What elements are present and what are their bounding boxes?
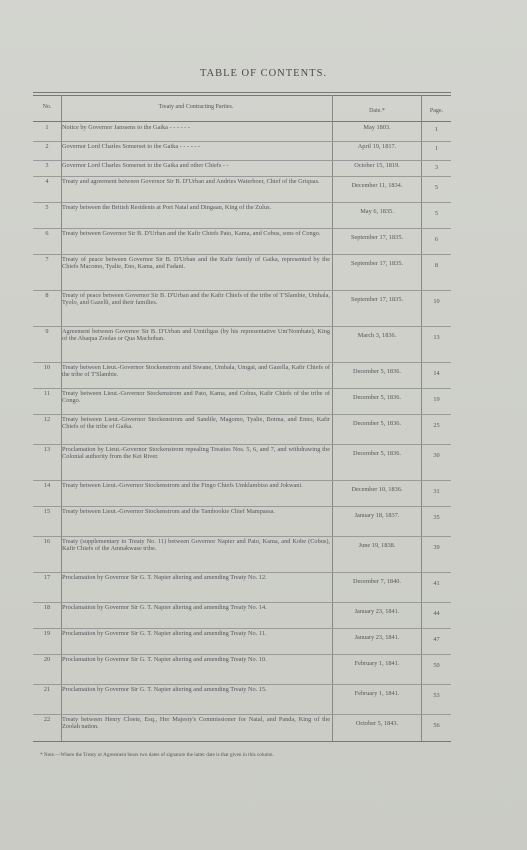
footnote: * Note.—Where the Treaty or Agreement bears two dates of signature the latter date is that given in this column.	[40, 752, 274, 758]
row-separator	[33, 414, 451, 415]
row-separator	[33, 326, 451, 327]
row-page: 5	[434, 184, 439, 191]
row-page: 19	[433, 396, 440, 403]
row-separator	[33, 141, 451, 142]
header-date: Date.*	[369, 108, 385, 114]
row-separator	[33, 628, 451, 629]
row-page: 39	[433, 544, 440, 551]
row-parties: Treaty (supplementary to Treaty No. 11) between Governor Napier and Pato, Kama, and Kobe (Cobus), Kafir Chiefs of the Amnakwase tribe.	[62, 538, 330, 553]
row-number: 12	[43, 416, 51, 423]
row-parties: Notice by Governor Janssens to the Gaika - - - - - -	[62, 124, 190, 131]
row-page: 5	[434, 210, 439, 217]
row-parties: Proclamation by Governor Sir G. T. Napier altering and amending Treaty No. 14.	[62, 604, 267, 611]
row-separator	[33, 444, 451, 445]
row-date: October 5, 1843.	[355, 720, 399, 727]
row-parties: Proclamation by Lieut.-Governor Stockenstrom repealing Treaties Nos. 5, 6, and 7, and withdrawing the Colonial authority from the Kei River.	[62, 446, 330, 461]
row-number: 17	[43, 574, 51, 581]
row-separator	[33, 176, 451, 177]
row-date: March 3, 1836.	[357, 332, 397, 339]
row-number: 11	[43, 390, 51, 397]
row-page: 35	[433, 514, 440, 521]
row-page: 47	[433, 636, 440, 643]
row-page: 31	[433, 488, 440, 495]
row-separator	[33, 506, 451, 507]
row-separator	[33, 480, 451, 481]
row-parties: Treaty and agreement between Governor Sir B. D'Urban and Andries Waterboer, Chief of the Griquas.	[62, 178, 320, 185]
row-number: 2	[45, 143, 49, 150]
row-number: 10	[43, 364, 51, 371]
row-number: 16	[43, 538, 51, 545]
row-page: 6	[434, 236, 439, 243]
row-page: 25	[433, 422, 440, 429]
row-page: 41	[433, 580, 440, 587]
row-separator	[33, 572, 451, 573]
row-date: May 1803.	[363, 124, 391, 131]
row-separator	[33, 228, 451, 229]
row-separator	[33, 290, 451, 291]
row-number: 6	[45, 230, 49, 237]
page-title: TABLE OF CONTENTS.	[199, 68, 328, 79]
row-date: May 6, 1835.	[360, 208, 394, 215]
row-number: 19	[43, 630, 51, 637]
row-page: 1	[434, 126, 439, 133]
row-parties: Treaty of peace between Governor Sir B. D'Urban and the Kafir family of Gaika, represented by the Chiefs Macomo, Tyalie, Eno, Kama, and Fadani.	[62, 256, 330, 271]
row-number: 14	[43, 482, 51, 489]
row-page: 56	[433, 722, 440, 729]
row-parties: Treaty of peace between Governor Sir B. D'Urban and the Kafir Chiefs of the tribe of T'Slambie, Umhala, Tyolo, and Gazelli, and their families.	[62, 292, 330, 307]
row-date: September 17, 1835.	[350, 234, 404, 241]
row-number: 7	[45, 256, 49, 263]
row-page: 14	[433, 370, 440, 377]
header-bottom-rule	[33, 121, 451, 122]
row-date: December 5, 1836.	[353, 420, 401, 427]
row-separator	[33, 362, 451, 363]
row-parties: Treaty between the British Residents at Port Natal and Dingaan, King of the Zulus.	[62, 204, 272, 211]
row-separator	[33, 202, 451, 203]
row-date: December 5, 1836.	[353, 368, 401, 375]
row-date: June 19, 1838.	[358, 542, 396, 549]
row-parties: Governor Lord Charles Somerset to the Gaika and other Chiefs - -	[62, 162, 229, 169]
row-number: 21	[43, 686, 51, 693]
row-parties: Treaty between Governor Sir B. D'Urban and the Kafir Chiefs Pato, Kama, and Cobus, sons of Congo.	[62, 230, 321, 237]
row-number: 18	[43, 604, 51, 611]
row-date: December 5, 1836.	[353, 394, 401, 401]
row-page: 8	[434, 262, 439, 269]
row-number: 1	[45, 124, 49, 131]
row-number: 20	[43, 656, 51, 663]
row-number: 13	[43, 446, 51, 453]
row-page: 53	[433, 692, 440, 699]
row-date: October 15, 1819.	[354, 162, 400, 169]
row-page: 1	[434, 145, 439, 152]
row-number: 3	[45, 162, 49, 169]
row-date: September 17, 1835.	[350, 260, 404, 267]
row-date: December 7, 1840.	[353, 578, 401, 585]
row-number: 15	[43, 508, 51, 515]
column-divider-parties	[332, 95, 333, 741]
header-no: No.	[42, 104, 52, 110]
row-page: 50	[433, 662, 440, 669]
row-separator	[33, 388, 451, 389]
row-separator	[33, 684, 451, 685]
row-date: January 18, 1837.	[354, 512, 400, 519]
row-page: 44	[433, 610, 440, 617]
row-page: 3	[434, 164, 439, 171]
row-parties: Agreement between Governor Sir B. D'Urban and Umtiligas (by his representative Um'Nombate), King of the Abaqua Zoolas or Qua Machoban.	[62, 328, 330, 343]
row-separator	[33, 160, 451, 161]
row-parties: Proclamation by Governor Sir G. T. Napier altering and amending Treaty No. 12.	[62, 574, 267, 581]
row-date: February 1, 1841.	[354, 660, 400, 667]
row-number: 8	[45, 292, 49, 299]
row-separator	[33, 602, 451, 603]
row-parties: Treaty between Lieut.-Governor Stockenstrom and Pato, Kama, and Cobus, Kafir Chiefs of the tribe of Congo.	[62, 390, 330, 405]
row-page: 30	[433, 452, 440, 459]
header-parties: Treaty and Contracting Parties.	[158, 104, 234, 110]
header-page: Page.	[429, 108, 444, 114]
row-date: December 11, 1834.	[351, 182, 403, 189]
row-number: 22	[43, 716, 51, 723]
table-top-rule	[33, 92, 451, 93]
row-parties: Proclamation by Governor Sir G. T. Napier altering and amending Treaty No. 15.	[62, 686, 267, 693]
table-top-rule-inner	[33, 95, 451, 96]
row-date: February 1, 1841.	[354, 690, 400, 697]
table-bottom-rule	[33, 741, 451, 742]
row-number: 5	[45, 204, 49, 211]
row-parties: Proclamation by Governor Sir G. T. Napier altering and amending Treaty No. 10.	[62, 656, 267, 663]
row-date: December 5, 1836.	[353, 450, 401, 457]
row-date: January 23, 1841.	[354, 634, 400, 641]
row-parties: Proclamation by Governor Sir G. T. Napier altering and amending Treaty No. 11.	[62, 630, 267, 637]
row-parties: Treaty between Henry Cloete, Esq., Her Majesty's Commissioner for Natal, and Panda, King of the Zoolah nation.	[62, 716, 330, 731]
row-page: 10	[433, 298, 440, 305]
row-date: September 17, 1835.	[350, 296, 404, 303]
row-separator	[33, 654, 451, 655]
row-parties: Treaty between Lieut.-Governor Stockenstrom and the Fingo Chiefs Umklambiso and Jokwani.	[62, 482, 303, 489]
row-parties: Treaty between Lieut.-Governor Stockenstrom and Sandile, Magomo, Tyalie, Botma, and Enno, Kafir Chiefs of the tribe of Gaika.	[62, 416, 330, 431]
row-separator	[33, 254, 451, 255]
row-separator	[33, 714, 451, 715]
row-date: April 19, 1817.	[357, 143, 397, 150]
row-date: January 23, 1841.	[354, 608, 400, 615]
row-parties: Treaty between Lieut.-Governor Stockenstrom and the Tambookie Chief Mampassa.	[62, 508, 275, 515]
column-divider-date	[421, 95, 422, 741]
row-parties: Treaty between Lieut.-Governor Stockenstrom and Siwane, Umhala, Umgai, and Gazella, Kafir Chiefs of the tribe of T'Slambie.	[62, 364, 330, 379]
row-parties: Governor Lord Charles Somerset to the Gaika - - - - - -	[62, 143, 201, 150]
row-page: 13	[433, 334, 440, 341]
row-number: 4	[45, 178, 49, 185]
row-number: 9	[45, 328, 49, 335]
row-separator	[33, 536, 451, 537]
row-date: December 10, 1836.	[351, 486, 403, 493]
